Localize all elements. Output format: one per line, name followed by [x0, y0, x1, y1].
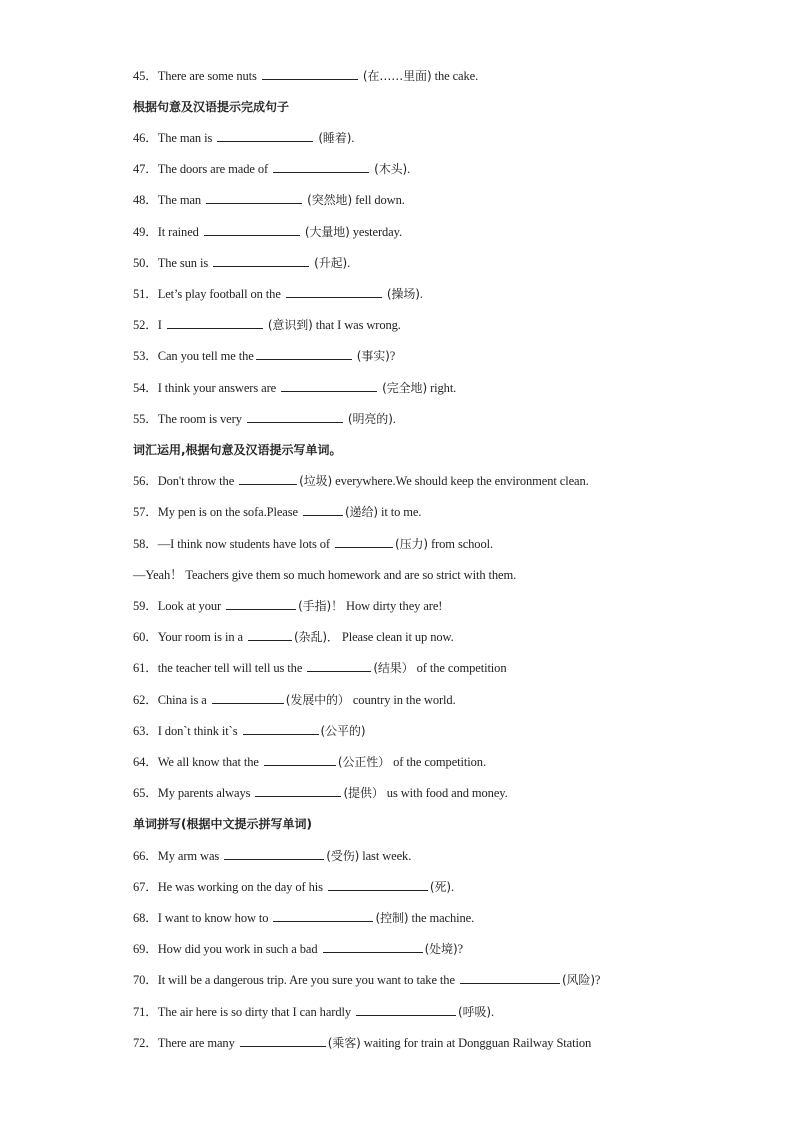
answer-blank[interactable] [273, 910, 373, 922]
question-text: It rained [157, 225, 199, 239]
answer-blank[interactable] [303, 504, 343, 516]
question-text: I don`t think it`s [157, 724, 238, 738]
question-text-after: from school. [431, 537, 493, 551]
question-text: My pen is on the sofa.Please [157, 505, 298, 519]
question-text: We all know that the [157, 755, 259, 769]
chinese-hint: (结果） [373, 661, 414, 675]
section-heading-vocabulary: 词汇运用,根据句意及汉语提示写单词。 [133, 443, 342, 457]
question-text: There are some nuts [157, 69, 257, 83]
chinese-hint: (控制) [375, 911, 409, 925]
chinese-hint: (发展中的） [285, 693, 350, 707]
question-text: Your room is in a [157, 630, 243, 644]
chinese-hint: (在……里面) [362, 69, 432, 83]
chinese-hint: (操场) [386, 287, 420, 301]
chinese-hint: (垃圾) [299, 474, 333, 488]
question-52 [133, 317, 401, 333]
chinese-hint: (升起) [314, 256, 348, 270]
question-text: The man [157, 193, 202, 207]
question-text: My arm was [157, 849, 220, 863]
answer-blank[interactable] [256, 348, 352, 360]
answer-blank[interactable] [264, 754, 336, 766]
chinese-hint: (递给) [344, 505, 378, 519]
question-number: 69． [133, 942, 158, 956]
chinese-hint: (意识到) [267, 318, 313, 332]
question-text-after: country in the world. [352, 693, 456, 707]
question-text: I think your answers are [157, 381, 277, 395]
question-text-after: fell down. [355, 193, 405, 207]
question-text: The doors are made of [157, 162, 269, 176]
question-49 [133, 224, 402, 240]
question-number: 70． [133, 973, 158, 987]
chinese-hint: (压力) [395, 537, 428, 551]
answer-blank[interactable] [206, 192, 302, 204]
answer-blank[interactable] [243, 723, 319, 735]
question-text: Let’s play football on the [157, 287, 281, 301]
question-number: 67． [133, 880, 158, 894]
question-text-after: ? [389, 349, 396, 363]
question-number: 58． [133, 537, 158, 551]
chinese-hint: (风险) [561, 973, 595, 987]
question-text-after: waiting for train at Dongguan Railway Station [363, 1036, 592, 1050]
chinese-hint: (明亮的) [347, 412, 393, 426]
chinese-hint: (突然地) [307, 193, 353, 207]
question-text-after: that I was wrong. [315, 318, 401, 332]
question-text-after: ? [594, 973, 601, 987]
answer-blank[interactable] [273, 161, 369, 173]
question-number: 64． [133, 755, 158, 769]
question-number: 49． [133, 225, 158, 239]
section-heading-complete-sentences: 根据句意及汉语提示完成句子 [133, 100, 290, 114]
chinese-hint: (死) [429, 880, 451, 894]
question-48 [133, 192, 405, 208]
answer-blank[interactable] [204, 224, 300, 236]
question-number: 55． [133, 412, 158, 426]
question-text-after: everywhere.We should keep the environment clean. [335, 474, 589, 488]
chinese-hint: (睡着) [318, 131, 352, 145]
question-text-after: . [407, 162, 411, 176]
question-number: 48． [133, 193, 158, 207]
question-number: 50． [133, 256, 158, 270]
answer-blank[interactable] [248, 629, 292, 641]
question-text: It will be a dangerous trip. Are you sure you want to take the [157, 973, 455, 987]
answer-blank[interactable] [240, 1035, 326, 1047]
question-72 [133, 1035, 591, 1051]
question-65 [133, 785, 508, 801]
question-number: 61． [133, 661, 158, 675]
question-54 [133, 380, 456, 396]
question-number: 46． [133, 131, 158, 145]
question-56 [133, 473, 589, 489]
question-66 [133, 848, 411, 864]
answer-blank[interactable] [323, 941, 423, 953]
question-55 [133, 411, 396, 427]
question-text-after: it to me. [380, 505, 422, 519]
question-text: China is a [157, 693, 207, 707]
answer-blank[interactable] [167, 317, 263, 329]
question-50 [133, 255, 350, 271]
question-text: There are many [157, 1036, 235, 1050]
chinese-hint: (乘客) [327, 1036, 361, 1050]
question-text: Can you tell me the [157, 349, 254, 363]
answer-blank[interactable] [307, 660, 371, 672]
question-53 [133, 348, 395, 364]
question-text-after: the cake. [434, 69, 479, 83]
question-text: Look at your [157, 599, 222, 613]
question-text-after: right. [430, 381, 457, 395]
chinese-hint: (受伤) [326, 849, 360, 863]
question-text: Don't throw the [157, 474, 235, 488]
question-text: The sun is [157, 256, 209, 270]
question-text-after: last week. [362, 849, 412, 863]
question-text: How did you work in such a bad [157, 942, 318, 956]
question-61 [133, 660, 507, 676]
question-57 [133, 504, 421, 520]
answer-blank[interactable] [212, 692, 284, 704]
question-number: 47． [133, 162, 158, 176]
chinese-hint: (公平的) [320, 724, 366, 738]
question-number: 57． [133, 505, 158, 519]
question-text: the teacher tell will tell us the [157, 661, 303, 675]
question-number: 53． [133, 349, 158, 363]
question-text: —I think now students have lots of [157, 537, 330, 551]
question-text-after: . [392, 412, 396, 426]
question-text: The man is [157, 131, 213, 145]
answer-blank[interactable] [356, 1004, 456, 1016]
question-text-after: . [351, 131, 355, 145]
chinese-hint: (公正性） [337, 755, 391, 769]
answer-blank[interactable] [460, 972, 560, 984]
question-text-after: ? [457, 942, 463, 956]
answer-blank[interactable] [286, 286, 382, 298]
question-47 [133, 161, 410, 177]
question-number: 65． [133, 786, 158, 800]
question-text-after: the machine. [411, 911, 475, 925]
question-69 [133, 941, 463, 957]
chinese-hint: (杂乱)． [293, 630, 339, 644]
question-number: 56． [133, 474, 158, 488]
question-number: 51． [133, 287, 158, 301]
question-59 [133, 598, 442, 614]
question-number: 54． [133, 381, 158, 395]
section-heading-spelling: 单词拼写(根据中文提示拼写单词) [133, 817, 312, 831]
answer-blank[interactable] [247, 411, 343, 423]
answer-blank[interactable] [335, 536, 393, 548]
question-number: 45． [133, 69, 158, 83]
answer-blank[interactable] [255, 785, 341, 797]
chinese-hint: (完全地) [382, 381, 428, 395]
chinese-hint: (提供） [343, 786, 384, 800]
question-number: 59． [133, 599, 158, 613]
question-text-after: How dirty they are! [346, 599, 443, 613]
question-46 [133, 130, 354, 146]
question-text-after: us with food and money. [386, 786, 508, 800]
question-text: I want to know how to [157, 911, 269, 925]
question-number: 62． [133, 693, 158, 707]
question-text: The room is very [157, 412, 242, 426]
chinese-hint: (处境) [424, 942, 458, 956]
question-text: The air here is so dirty that I can hardly [157, 1005, 352, 1019]
answer-blank[interactable] [213, 255, 309, 267]
question-text-after: Please clean it up now. [341, 630, 454, 644]
question-text-after: . [419, 287, 423, 301]
answer-blank[interactable] [224, 848, 324, 860]
answer-blank[interactable] [328, 879, 428, 891]
question-text-after: . [491, 1005, 495, 1019]
question-51 [133, 286, 423, 302]
question-text-after: of the competition. [393, 755, 486, 769]
question-63 [133, 723, 365, 739]
answer-blank[interactable] [239, 473, 297, 485]
question-67 [133, 879, 454, 895]
chinese-hint: (木头) [374, 162, 408, 176]
question-70 [133, 972, 600, 988]
chinese-hint: (大量地) [304, 225, 350, 239]
question-text: My parents always [157, 786, 251, 800]
chinese-hint: (事实) [356, 349, 390, 363]
question-text-after: . [450, 880, 455, 894]
question-68 [133, 910, 474, 926]
answer-blank[interactable] [281, 380, 377, 392]
chinese-hint: (呼吸) [458, 1005, 492, 1019]
answer-blank[interactable] [217, 130, 313, 142]
answer-blank[interactable] [226, 598, 296, 610]
chinese-hint: (手指)！ [298, 599, 343, 613]
question-text: I [157, 318, 162, 332]
question-62 [133, 692, 456, 708]
question-71 [133, 1004, 494, 1020]
question-number: 68． [133, 911, 158, 925]
question-text: He was working on the day of his [157, 880, 323, 894]
answer-blank[interactable] [262, 68, 358, 80]
question-number: 63． [133, 724, 158, 738]
question-64 [133, 754, 486, 770]
question-45 [133, 68, 478, 84]
question-text-after: of the competition [416, 661, 507, 675]
question-58 [133, 536, 493, 552]
question-number: 66． [133, 849, 158, 863]
question-number: 72． [133, 1036, 158, 1050]
question-text-after: yesterday. [352, 225, 402, 239]
question-number: 60． [133, 630, 158, 644]
question-text-after: . [347, 256, 351, 270]
question-number: 71． [133, 1005, 158, 1019]
question-60 [133, 629, 454, 645]
question-number: 52． [133, 318, 158, 332]
question-58-reply: —Yeah！ Teachers give them so much homework and are so strict with them. [133, 568, 517, 582]
